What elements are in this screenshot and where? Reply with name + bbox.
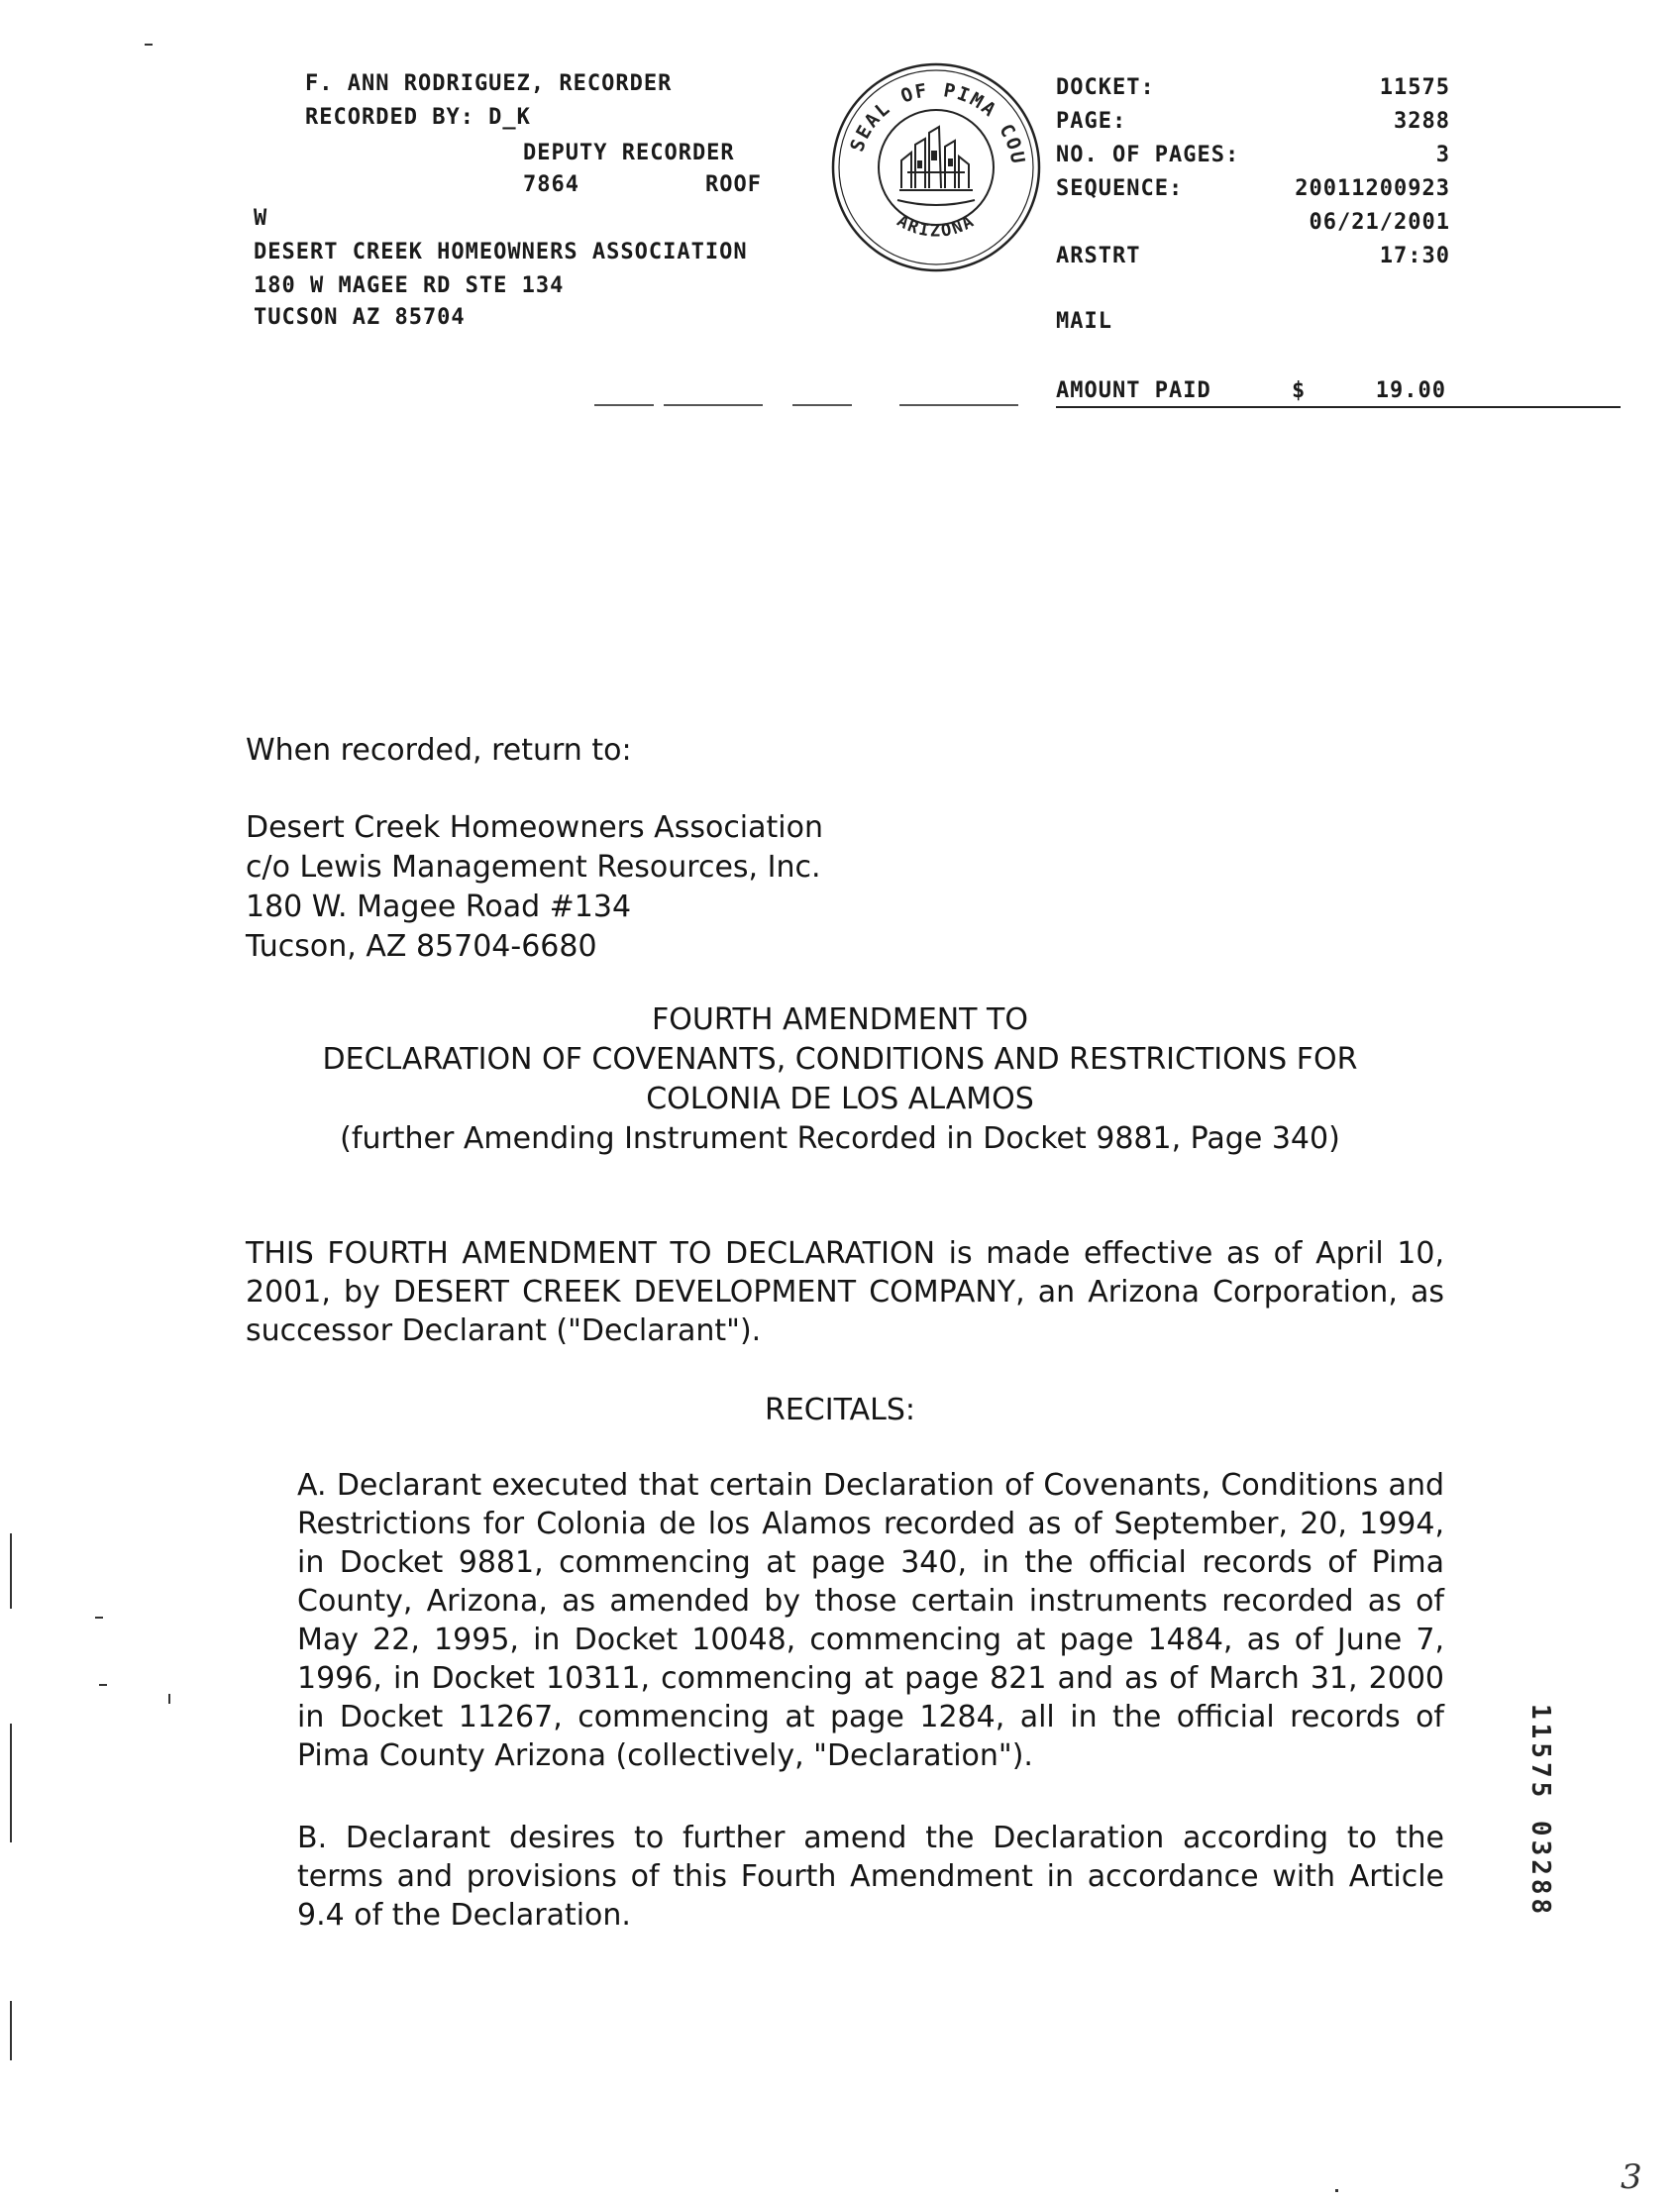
recital-a: A. Declarant executed that certain Declaration of Covenants, Conditions and Restrictions for Colonia de los Alamos recorded as of September, 20, 1994, in Docket 9881, commencing at page 340, in the official records of Pima County, Arizona, as amended by those certain instruments recorded as of May 22, 1995, in Docket 10048, commencing at page 1484, as of June 7, 1996, in Docket 10311, commencing at page 821 and as of March 31, 2000 in Docket 11267, commencing at page 1284, all in the official records of Pima County Arizona (collectively, "Declaration"). <box>297 1468 1444 1773</box>
w-mark: W <box>254 206 268 231</box>
header-rule <box>1056 406 1621 408</box>
docket-value: 11575 <box>1379 75 1450 100</box>
scan-mark <box>10 2001 12 2060</box>
addressee-street: 180 W MAGEE RD STE 134 <box>254 273 565 298</box>
document-title-line-2: DECLARATION OF COVENANTS, CONDITIONS AND RESTRICTIONS FOR <box>322 1042 1358 1077</box>
recorder-name: F. ANN RODRIGUEZ, RECORDER <box>305 71 673 96</box>
recorded-by: RECORDED BY: D_K <box>305 105 531 130</box>
arstrt-label: ARSTRT <box>1056 244 1141 268</box>
return-intro: When recorded, return to: <box>246 733 632 768</box>
header-dashes-4 <box>899 404 1018 406</box>
seal-graphic <box>830 61 1042 273</box>
scan-mark <box>168 1694 170 1704</box>
scan-mark <box>145 44 153 46</box>
sequence-value: 20011200923 <box>1295 176 1450 201</box>
return-line-4: Tucson, AZ 85704-6680 <box>246 929 597 964</box>
document-title-line-1: FOURTH AMENDMENT TO <box>652 1002 1028 1037</box>
svg-text:ARIZONA <box>893 211 979 242</box>
intro-paragraph: THIS FOURTH AMENDMENT TO DECLARATION is made effective as of April 10, 2001, by DESERT CREEK DEVELOPMENT COMPANY, an Arizona Corporation, as successor Declarant ("Declarant"). <box>246 1236 1444 1348</box>
return-line-1: Desert Creek Homeowners Association <box>246 810 823 845</box>
mail-label: MAIL <box>1056 309 1112 334</box>
county-seal <box>830 61 1042 273</box>
recitals-heading: RECITALS: <box>765 1393 915 1427</box>
page-label: PAGE: <box>1056 109 1127 134</box>
seal-top-text: SEAL OF PIMA COU <box>846 79 1029 167</box>
deputy-recorder: DEPUTY RECORDER <box>523 141 735 165</box>
recital-b: B. Declarant desires to further amend the Declaration according to the terms and provisions of this Fourth Amendment in accordance with Article 9.4 of the Declaration. <box>297 1821 1444 1933</box>
record-time: 17:30 <box>1379 244 1450 268</box>
pages-label: NO. OF PAGES: <box>1056 143 1240 167</box>
header-dashes-3 <box>792 404 852 406</box>
recording-type-code: ROOF <box>705 172 762 197</box>
header-dashes-2 <box>664 404 763 406</box>
scan-mark <box>10 1533 12 1609</box>
amount-paid-label: AMOUNT PAID <box>1056 378 1211 403</box>
recorder-code: 7864 <box>523 172 579 197</box>
page-value: 3288 <box>1394 109 1450 134</box>
addressee-name: DESERT CREEK HOMEOWNERS ASSOCIATION <box>254 240 748 264</box>
scan-mark <box>10 1724 12 1842</box>
scan-mark <box>95 1617 103 1619</box>
return-line-2: c/o Lewis Management Resources, Inc. <box>246 850 821 885</box>
docket-label: DOCKET: <box>1056 75 1155 100</box>
margin-stamp: 11575 03288 <box>1525 1704 1555 1919</box>
amount-currency: $ <box>1292 378 1307 403</box>
pages-value: 3 <box>1435 143 1450 167</box>
document-title-line-3: COLONIA DE LOS ALAMOS <box>646 1082 1034 1116</box>
document-title-line-4: (further Amending Instrument Recorded in Docket 9881, Page 340) <box>340 1121 1340 1156</box>
amount-paid-value: 19.00 <box>1375 378 1446 403</box>
scan-mark <box>1335 2189 1338 2192</box>
sequence-label: SEQUENCE: <box>1056 176 1184 201</box>
record-date: 06/21/2001 <box>1309 210 1450 235</box>
scan-mark <box>99 1684 107 1686</box>
return-line-3: 180 W. Magee Road #134 <box>246 890 632 924</box>
seal-bottom-text: ARIZONA <box>892 211 980 242</box>
addressee-city: TUCSON AZ 85704 <box>254 305 466 330</box>
header-dashes <box>594 404 654 406</box>
page-mark: 3 <box>1621 2157 1642 2197</box>
